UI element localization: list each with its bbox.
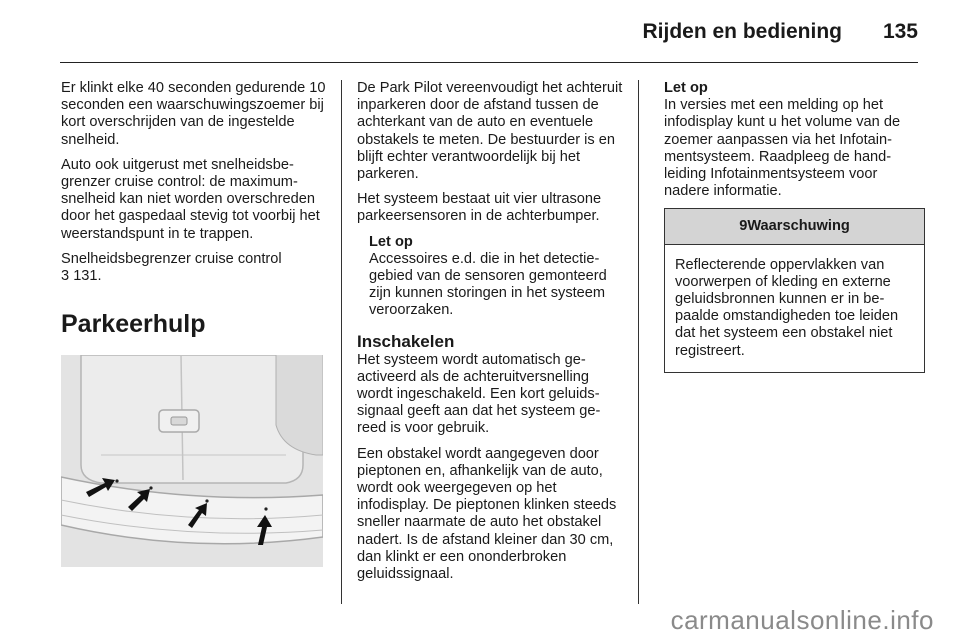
paragraph: Het systeem wordt automatisch geactiveerd als de achteruitversnelling wordt ingeschakeld. Een kort geluidssignaal geeft aan dat het systeem gereed is voor gebruik. xyxy=(357,351,601,437)
column-1 xyxy=(61,80,327,567)
warning-title: Waarschuwing xyxy=(747,218,850,235)
subsection-heading: Inschakelen xyxy=(357,331,455,351)
section-heading: Parkeerhulp xyxy=(61,310,206,339)
paragraph: De Park Pilot vereenvoudigt het achteruit inparkeren door de afstand tussen de achterkant van de auto en eventuele obstakels te meten. De bestuurder is en blijft echter verantwoordelijk bij het parkeren. xyxy=(357,80,623,183)
paragraph: Er klinkt elke 40 seconden gedurende 10 seconden een waarschuwingszoemer bij kort overschrijden van de ingestelde snelheid. xyxy=(61,80,326,148)
running-header-title: Rijden en bediening xyxy=(642,20,842,43)
warning-header xyxy=(665,209,924,244)
paragraph-text: Snelheidsbegrenzer cruise control xyxy=(61,250,282,267)
warning-text: Reflecterende oppervlakken van voorwerpen of kleding en externe geluidsbronnen kunnen er in bepaalde omstandigheden toe leiden dat het systeem een obstakel niet registreert. xyxy=(675,256,899,359)
paragraph-with-reference xyxy=(61,251,327,285)
note-text: Accessoires e.d. die in het detectiegebied van de sensoren gemonteerd zijn kunnen storingen in het systeem veroorzaken. xyxy=(369,250,607,319)
warning-icon: 9 xyxy=(739,218,748,235)
header-rule xyxy=(60,62,918,63)
paragraph: Een obstakel wordt aangegeven door pieptonen en, afhankelijk van de auto, wordt ook weergegeven op het infodisplay. De pieptonen klinken steeds sneller naarmate de auto het obstakel nadert. Is de afstand kleiner dan 30 cm, dan klinkt er een ononderbroken geluidssignaal. xyxy=(357,445,617,583)
note-label: Let op xyxy=(664,80,708,96)
warning-box xyxy=(664,208,925,372)
column-divider xyxy=(638,80,639,604)
page-number: 135 xyxy=(882,20,918,43)
rear-bumper-sensors-illustration xyxy=(61,355,323,567)
van-rear-drawing xyxy=(61,355,323,567)
note-label: Let op xyxy=(369,233,413,250)
watermark: carmanualsonline.info xyxy=(670,605,934,635)
page-reference-icon: 3 xyxy=(61,268,70,285)
note xyxy=(357,234,623,320)
column-divider xyxy=(341,80,342,604)
note xyxy=(664,80,922,200)
paragraph: Auto ook uitgerust met snelheidsbegrenzer cruise control: de maximumsnelheid kan niet worden overschreden door het gaspedaal stevig tot voorbij het weerstandspunt in te trappen. xyxy=(61,156,320,242)
paragraph: Het systeem bestaat uit vier ultrasone parkeersensoren in de achterbumper. xyxy=(357,191,602,225)
column-2 xyxy=(357,80,623,591)
column-3 xyxy=(664,80,922,373)
note-text: In versies met een melding op het infodisplay kunt u het volume van de zoemer aanpassen via het Infotainmentsysteem. Raadpleeg de handleiding Infotainmentsysteem voor nadere informatie. xyxy=(664,97,901,200)
page-reference: 131. xyxy=(73,268,102,285)
